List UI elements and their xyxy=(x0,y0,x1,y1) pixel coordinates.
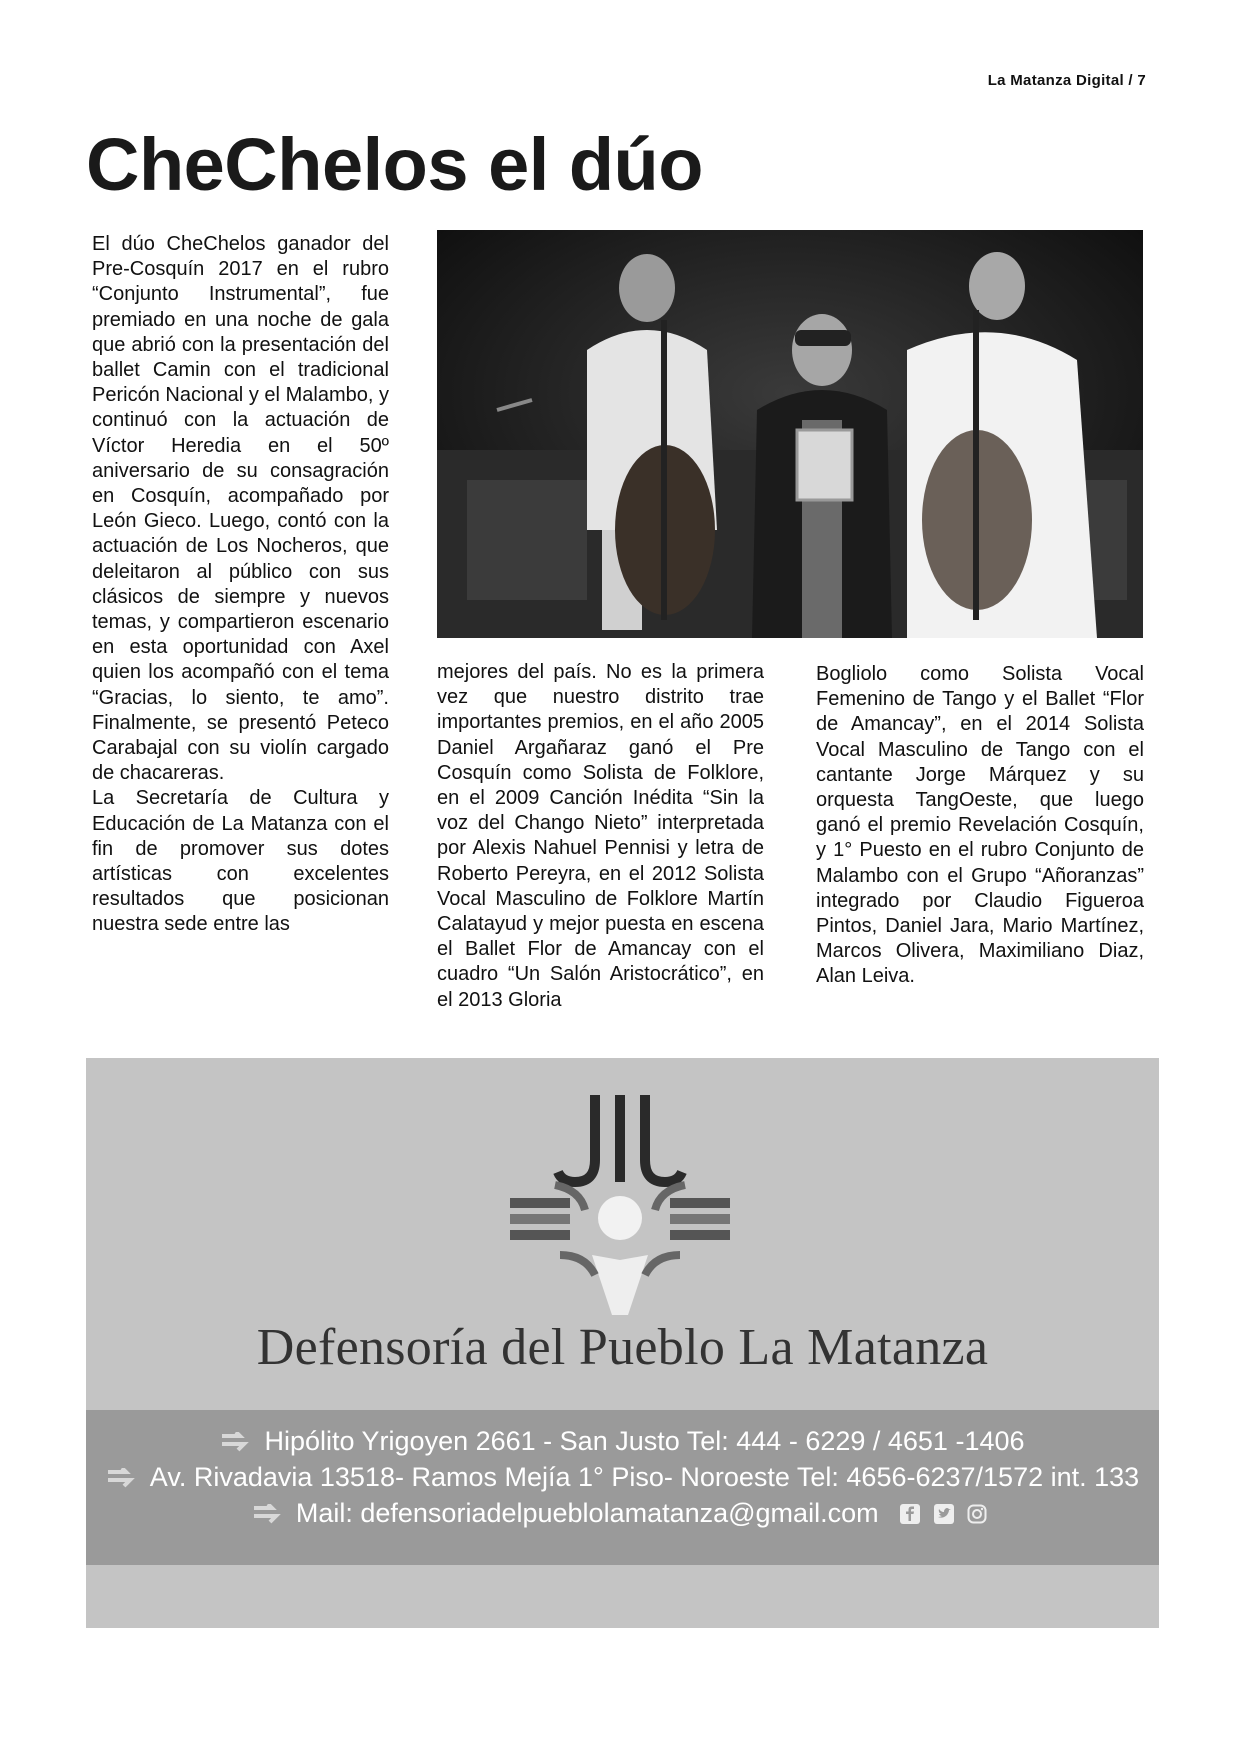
defensoria-logo-icon xyxy=(500,1090,740,1320)
award-ceremony-photo xyxy=(437,230,1143,638)
article-photo xyxy=(437,230,1143,638)
article-paragraph: El dúo CheChelos ganador del Pre-Cosquín 2017 en el rubro “Conjunto Instrumental”, fue premiado en una noche de gala que abrió con la presentación del ballet Camin con el tradicional Pericón Nacional y el Malambo, y continuó con la actuación de Víctor Heredia en el 50º aniversario de su consagración en Cosquín, acompañado por León Gieco. Luego, contó con la actuación de Los Nocheros, que deleitaron al público con sus clásicos de siempre y nuevos temas, y compartieron escenario en esta oportunidad con Axel quien los acompañó con el tema “Gracias, lo siento, te amo”. Finalmente, se presentó Peteco Carabajal con su violín cargado de chacareras. xyxy=(92,233,389,785)
contact-address-2 xyxy=(86,1462,1159,1493)
contact-text: Mail: defensoriadelpueblolamatanza@gmail.com xyxy=(295,1498,879,1528)
article-paragraph: Bogliolo como Solista Vocal Femenino de Tango y el Ballet “Flor de Amancay”, en el 2014 Solista Vocal Masculino de Tango con el cantante Jorge Márquez y su orquesta TangOeste, que luego ganó el premio Revelación Cosquín, y 1° Puesto en el rubro Conjunto de Malambo con el Grupo “Añoranzas” integrado por Claudio Figueroa Pintos, Daniel Jara, Mario Martínez, Marcos Olivera, Maximiliano Diaz, Alan Leiva. xyxy=(816,663,1144,988)
double-arrow-icon xyxy=(252,1504,282,1526)
advertisement-title: Defensoría del Pueblo La Matanza xyxy=(256,1319,989,1376)
contact-text: Hipólito Yrigoyen 2661 - San Justo Tel: 444 - 6229 / 4651 -1406 xyxy=(264,1426,1025,1456)
article-column-2 xyxy=(437,660,764,1013)
contact-email xyxy=(86,1498,1159,1531)
contact-address-1 xyxy=(86,1426,1159,1457)
article-headline: CheChelos el dúo xyxy=(86,123,703,206)
social-icons xyxy=(900,1499,993,1531)
instagram-icon xyxy=(967,1500,987,1531)
article-paragraph: mejores del país. No es la primera vez que nuestro distrito trae importantes premios, en el año 2005 Daniel Argañaraz ganó el Pre Cosquín como Solista de Folklore, en el 2009 Canción Inédita “Sin la voz del Chango Nieto” interpretada por Alexis Nahuel Pennisi y letra de Roberto Pereyra, en el 2012 Solista Vocal Masculino de Folklore Martín Calatayud y mejor puesta en escena el Ballet Flor de Amancay con el cuadro “Un Salón Aristocrático”, en el 2013 Gloria xyxy=(437,661,764,1011)
contact-text: Av. Rivadavia 13518- Ramos Mejía 1° Piso- Noroeste Tel: 4656-6237/1572 int. 133 xyxy=(149,1462,1140,1492)
facebook-icon xyxy=(900,1500,920,1531)
double-arrow-icon xyxy=(220,1432,250,1454)
article-paragraph: La Secretaría de Cultura y Educación de La Matanza con el fin de promover sus dotes artísticas con excelentes resultados que posicionan nuestra sede entre las xyxy=(92,787,389,936)
article-column-3 xyxy=(816,662,1144,990)
page-folio: La Matanza Digital / 7 xyxy=(987,72,1146,89)
article-column-1 xyxy=(92,232,389,938)
twitter-icon xyxy=(934,1500,954,1531)
double-arrow-icon xyxy=(106,1468,136,1490)
